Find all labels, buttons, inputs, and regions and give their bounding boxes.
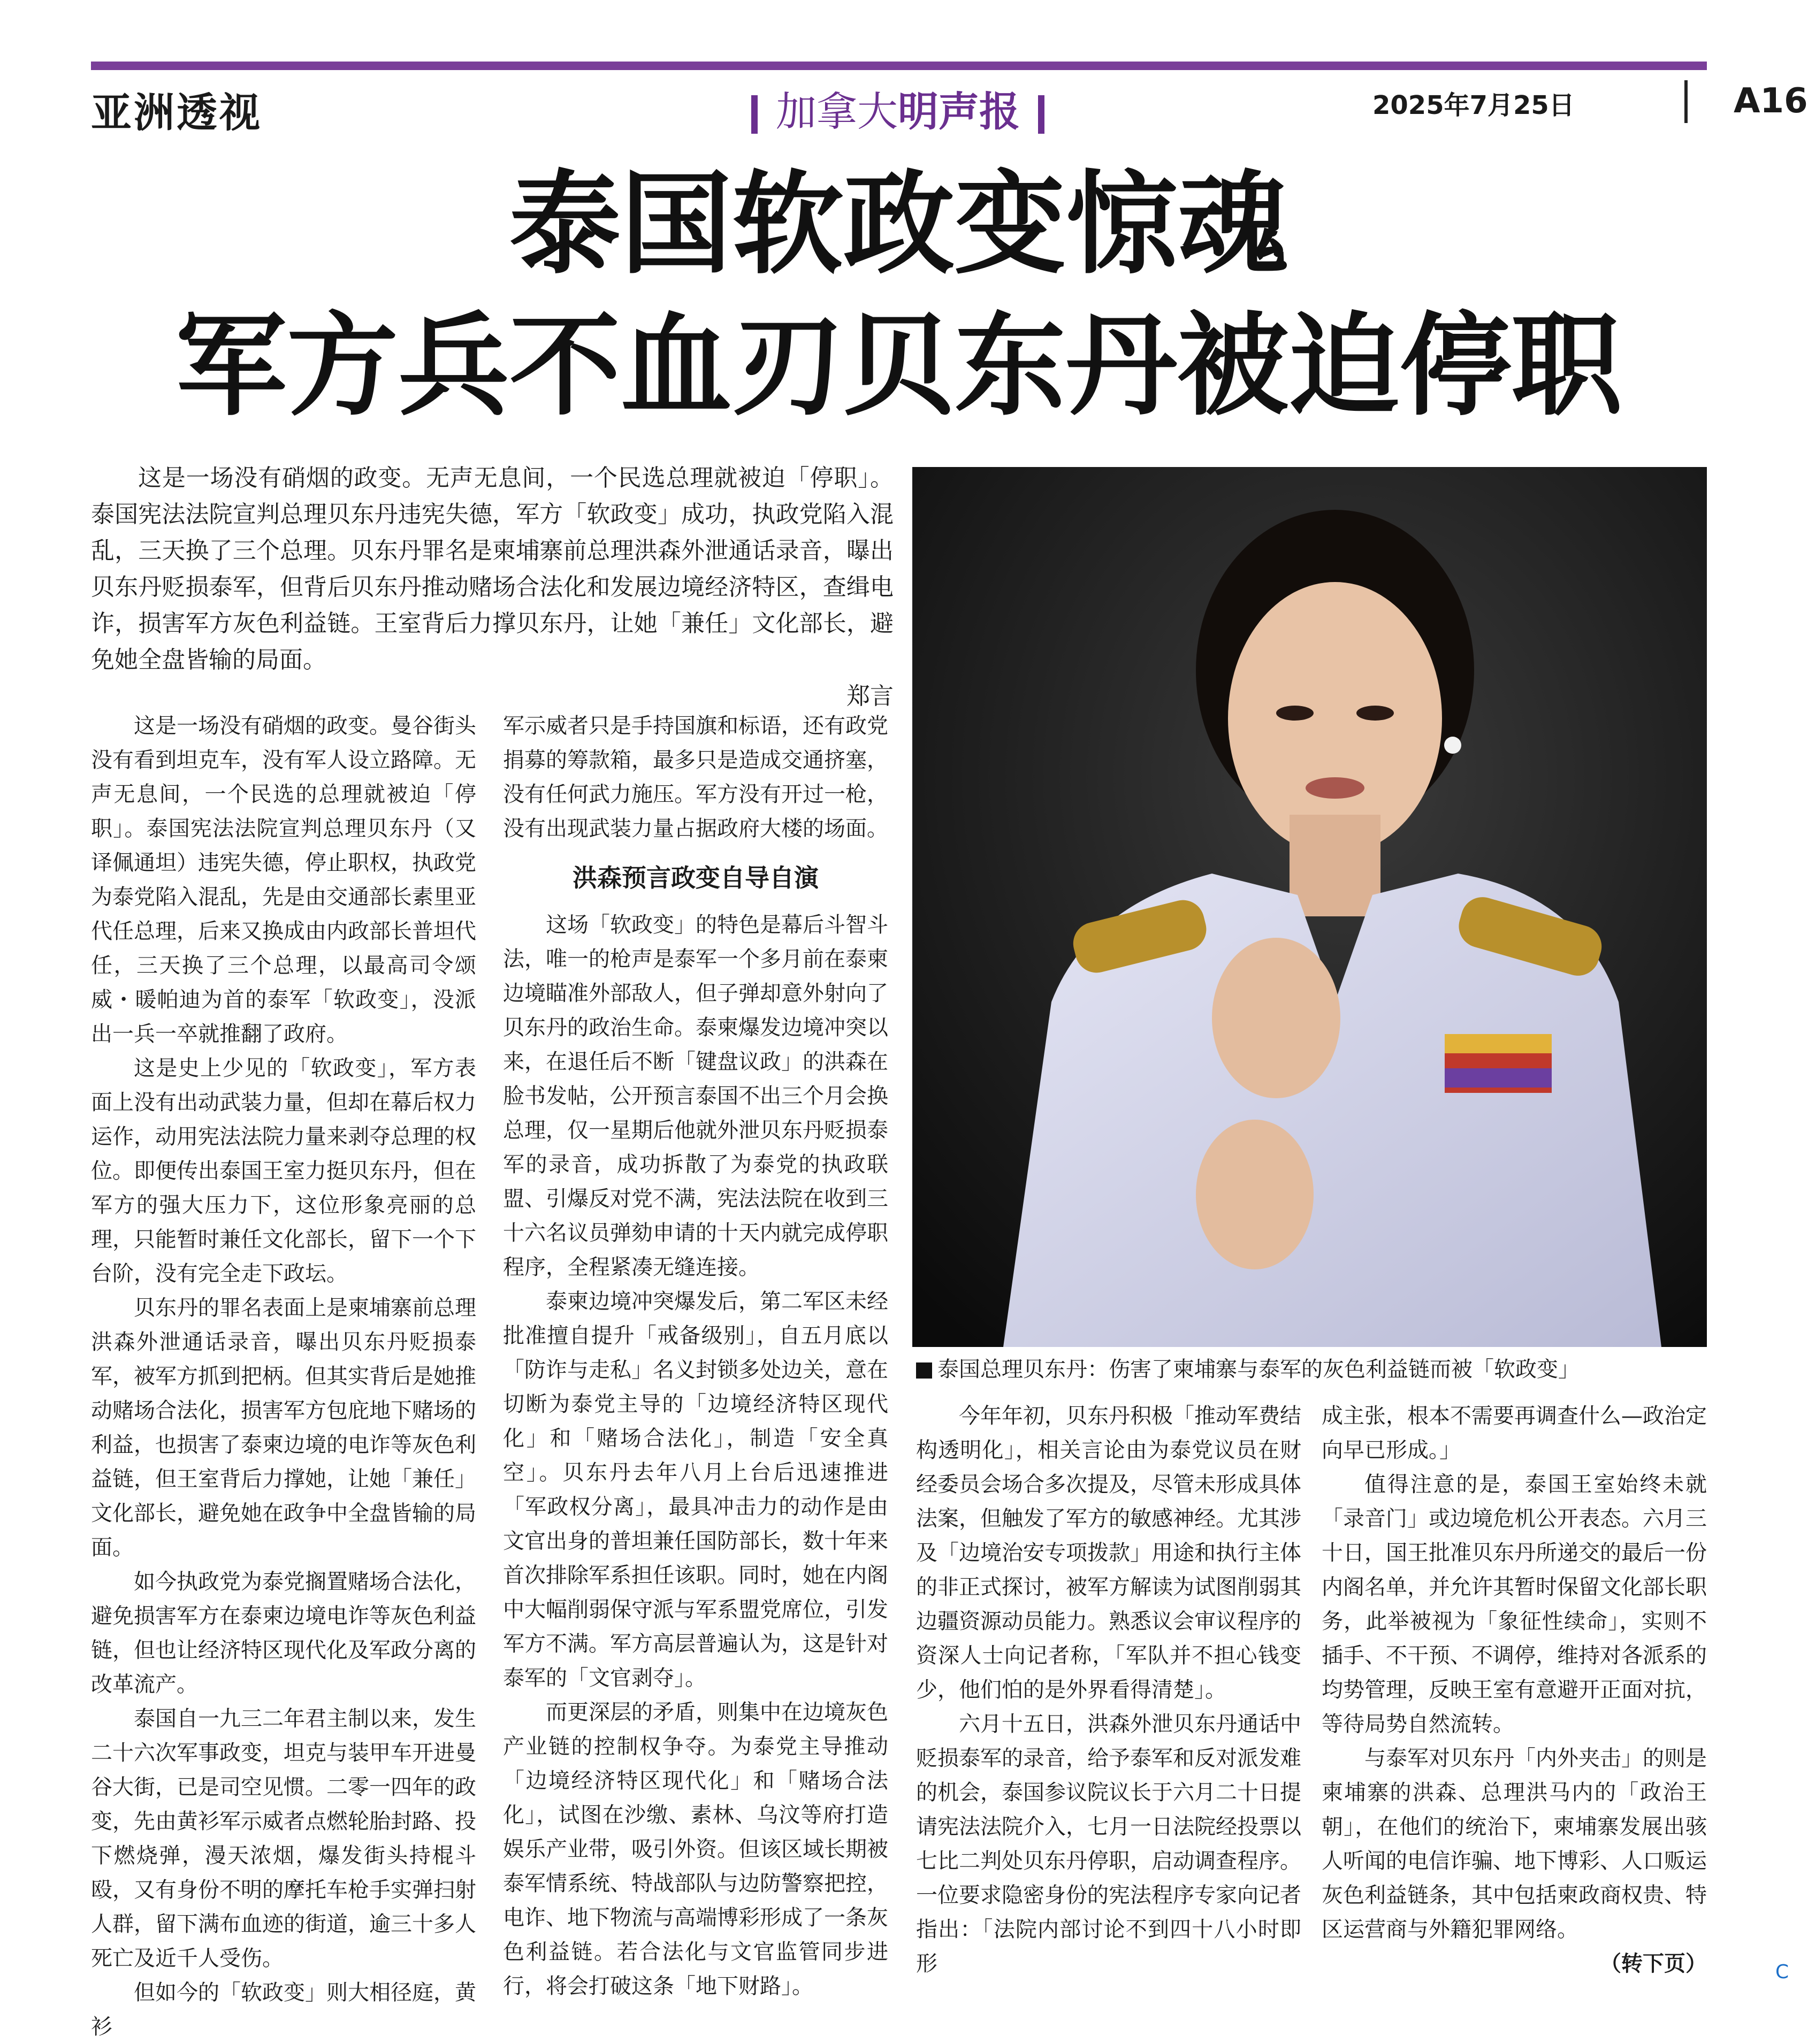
article-column-3 [916,1399,1301,1976]
publication-date: 2025年7月25日 [1372,90,1575,120]
page-number: A16 [1734,81,1808,121]
paragraph: 六月十五日，洪森外泄贝东丹通话中贬损泰军的录音，给予泰军和反对派发难的机会，泰国参议院议长于六月二十日提请宪法法院介入，七月一日法院经投票以七比二判处贝东丹停职，启动调查程序。一位要求隐密身份的宪法程序专家向记者指出：「法院内部讨论不到四十八小时即形 [916,1712,1301,1976]
continued-next-page: （转下页） [1600,1951,1707,1976]
brand-right-bar [1038,95,1044,134]
headline-line-1: 泰国软政变惊魂 [509,160,1288,289]
page-header [91,75,1808,136]
paragraph: 贝东丹的罪名表面上是柬埔寨前总理洪森外泄通话录音，曝出贝东丹贬损泰军，被军方抓到把柄。但其实背后是她推动赌场合法化，损害军方包庇地下赌场的利益，也损害了泰柬边境的电诈等灰色利益链，但王室背后力撑她，让她「兼任」文化部长，避免她在政争中全盘皆输的局面。 [91,1296,476,1560]
section-name: 亚洲透视 [91,89,262,136]
paragraph-continued: 军示威者只是手持国旗和标语，还有政党捐募的筹款箱，最多只是造成交通挤塞，没有任何武力施压。军方没有开过一枪，没有出现武装力量占据政府大楼的场面。 [503,714,888,841]
brand-left-bar [751,95,758,134]
headline-line-2: 军方兵不血刃贝东丹被迫停职 [176,302,1622,431]
paragraph: 如今执政党为泰党搁置赌场合法化，避免损害军方在泰柬边境电诈等灰色利益链，但也让经济特区现代化及军政分离的改革流产。 [91,1570,476,1697]
paragraph: 这是一场没有硝烟的政变。曼谷街头没有看到坦克车，没有军人设立路障。无声无息间，一个民选的总理就被迫「停职」。泰国宪法法院宣判总理贝东丹（又译佩通坦）违宪失德，停止职权，执政党为泰党陷入混乱，先是由交通部长素里亚代任总理，后来又换成由内政部长普坦代任，三天换了三个总理，以最高司令颂威・暖帕迪为首的泰军「软政变」，没派出一兵一卒就推翻了政府。 [91,714,476,1046]
photo-caption [916,1353,1708,1385]
portrait-illustration [912,467,1707,1347]
newspaper-brand [733,79,1063,137]
lede-summary [91,460,894,715]
caption-square-icon [916,1362,932,1379]
paragraph: 这场「软政变」的特色是幕后斗智斗法，唯一的枪声是泰军一个多月前在泰柬边境瞄准外部敌人，但子弹却意外射向了贝东丹的政治生命。泰柬爆发边境冲突以来，在退任后不断「键盘议政」的洪森在脸书发帖，公开预言泰国不出三个月会换总理，仅一星期后他就外泄贝东丹贬损泰军的录音，成功拆散了为泰党的执政联盟、引爆反对党不满，宪法法院在收到三十六名议员弹劾申请的十天内就完成停职程序，全程紧凑无缝连接。 [503,913,888,1280]
article-column-4 [1322,1399,1707,1976]
paragraph: 与泰军对贝东丹「内外夹击」的则是柬埔寨的洪森、总理洪马内的「政治王朝」，在他们的统治下，柬埔寨发展出骇人听闻的电信诈骗、地下博彩、人口贩运灰色利益链条，其中包括柬政商权贵、特区运营商与外籍犯罪网络。 [1322,1746,1707,1942]
paragraph: 今年年初，贝东丹积极「推动军费结构透明化」，相关言论由为泰党议员在财经委员会场合多次提及，尽管未形成具体法案，但触发了军方的敏感神经。尤其涉及「边境治安专项拨款」用途和执行主体的非正式探讨，被军方解读为试图削弱其边疆资源动员能力。熟悉议会审议程序的资深人士向记者称，「军队并不担心钱变少，他们怕的是外界看得清楚」。 [916,1404,1301,1702]
paragraph: 泰国自一九三二年君主制以来，发生二十六次军事政变，坦克与装甲车开进曼谷大街，已是司空见惯。二零一四年的政变，先由黄衫军示威者点燃轮胎封路、投下燃烧弹，漫天浓烟，爆发街头持棍斗殴，又有身份不明的摩托车枪手实弹扫射人群，留下满布血迹的街道，逾三十多人死亡及近千人受伤。 [91,1706,476,1971]
lede-text: 这是一场没有硝烟的政变。无声无息间，一个民选总理就被迫「停职」。泰国宪法法院宣判总理贝东丹违宪失德，军方「软政变」成功，执政党陷入混乱，三天换了三个总理。贝东丹罪名是柬埔寨前总理洪森外泄通话录音，曝出贝东丹贬损泰军，但背后贝东丹推动赌场合法化和发展边境经济特区，查缉电诈，损害军方灰色利益链。王室背后力撑贝东丹，让她「兼任」文化部长，避免她全盘皆输的局面。 [91,464,894,673]
brand-country: 加拿大 [776,88,898,135]
paragraph: 泰柬边境冲突爆发后，第二军区未经批准擅自提升「戒备级别」，自五月底以「防诈与走私」名义封锁多处边关，意在切断为泰党主导的「边境经济特区现代化」和「赌场合法化」，制造「安全真空」。贝东丹去年八月上台后迅速推进「军政权分离」，最具冲击力的动作是由文官出身的普坦兼任国防部长，数十年来首次排除军系担任该职。同时，她在内阁中大幅削弱保守派与军系盟党席位，引发军方不满。军方高层普遍认为，这是针对泰军的「文官剥夺」。 [503,1289,888,1690]
paragraph: 这是史上少见的「软政变」，军方表面上没有出动武装力量，但却在幕后权力运作，动用宪法法院力量来剥夺总理的权位。即便传出泰国王室力挺贝东丹，但在军方的强大压力下，这位形象亮丽的总理，只能暂时兼任文化部长，留下一个下台阶，没有完全走下政坛。 [91,1056,476,1286]
subheading: 洪森预言政变自导自演 [573,863,819,892]
portrait-photo [912,467,1707,1347]
corner-mark: C [1775,1961,1789,1983]
caption-text: 泰国总理贝东丹：伤害了柬埔寨与泰军的灰色利益链而被「软政变」 [937,1357,1580,1382]
paragraph: 而更深层的矛盾，则集中在边境灰色产业链的控制权争夺。为泰党主导推动「边境经济特区现代化」和「赌场合法化」，试图在沙缴、素林、乌汶等府打造娱乐产业带，吸引外资。但该区域长期被泰军情系统、特战部队与边防警察把控，电诈、地下物流与高端博彩形成了一条灰色利益链。若合法化与文官监管同步进行，将会打破这条「地下财路」。 [503,1700,888,1999]
byline: 郑言 [846,683,894,710]
paragraph: 值得注意的是，泰国王室始终未就「录音门」或边境危机公开表态。六月三十日，国王批准贝东丹所递交的最后一份内阁名单，并允许其暂时保留文化部长职务，此举被视为「象征性续命」，实则不插手、不干预、不调停，维持对各派系的均势管理，反映王室有意避开正面对抗，等待局势自然流转。 [1322,1472,1707,1736]
article-column-1 [91,709,476,2039]
paragraph-continued: 成主张，根本不需要再调查什么—政治定向早已形成。」 [1322,1404,1707,1463]
paragraph: 但如今的「软政变」则大相径庭，黄衫 [91,1980,476,2039]
masthead-rule [91,62,1707,70]
article-column-2 [503,709,888,1999]
header-divider [1684,80,1688,123]
brand-title: 明声报 [898,88,1020,135]
